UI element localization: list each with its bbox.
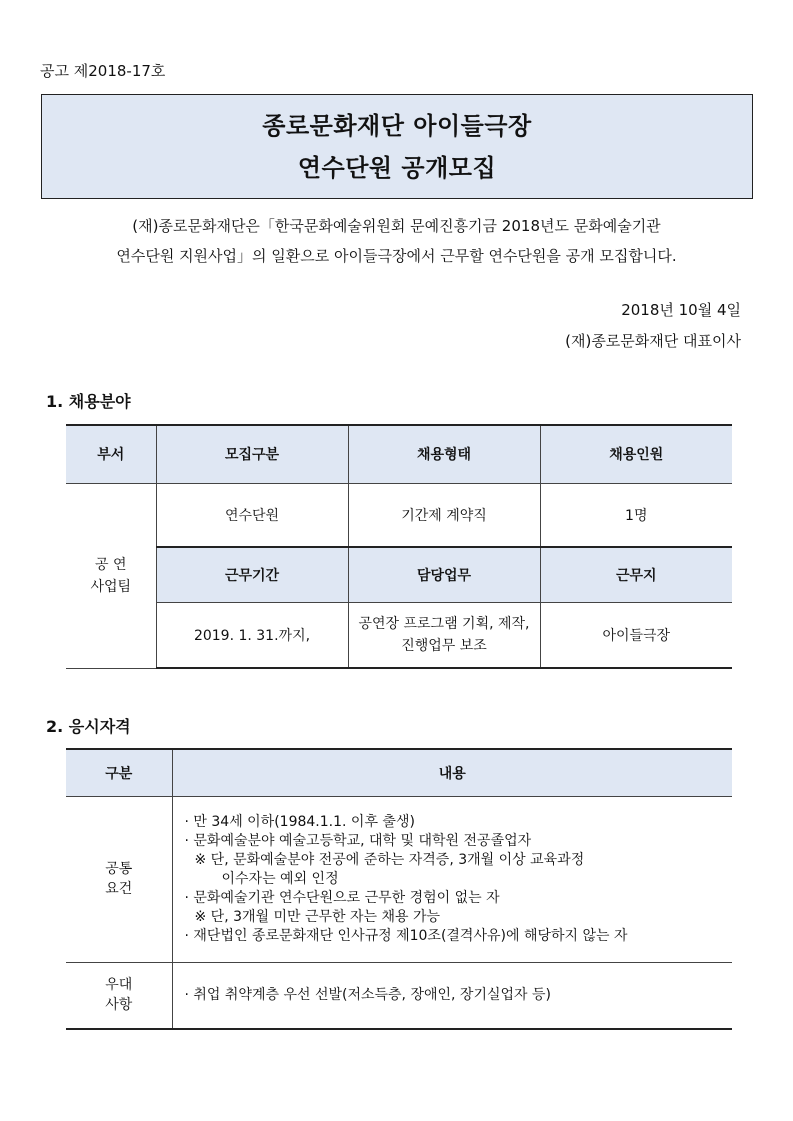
section-heading-qualifications: 2. 응시자격 [46, 717, 131, 736]
header-headcount: 채용인원 [540, 425, 732, 483]
headcount-cell: 1명 [540, 483, 732, 547]
title-box [41, 94, 753, 199]
intro-line-2: 연수단원 지원사업」의 일환으로 아이들극장에서 근무할 연수단원을 공개 모집합니다. [116, 247, 677, 265]
list-item: ※ 단, 문화예술분야 전공에 준하는 자격증, 3개월 이상 교육과정 [194, 851, 585, 868]
table-row [66, 483, 732, 547]
table-header-row [66, 749, 732, 796]
notice-date: 2018년 10월 4일 [621, 301, 741, 319]
list-item: · 만 34세 이하(1984.1.1. 이후 출생) [184, 813, 415, 830]
title-line-1: 종로문화재단 아이들극장 [262, 111, 532, 140]
table-header-row [66, 425, 732, 483]
header-category: 모집구분 [156, 425, 348, 483]
table-subheader-row [66, 547, 732, 602]
category-cell: 연수단원 [156, 483, 348, 547]
list-item: · 재단법인 종로문화재단 인사규정 제10조(결격사유)에 해당하지 않는 자 [184, 927, 628, 944]
list-item: · 문화예술기관 연수단원으로 근무한 경험이 없는 자 [184, 889, 500, 906]
title-line-2: 연수단원 공개모집 [297, 153, 497, 182]
header-workplace: 근무지 [540, 547, 732, 602]
intro-line-1: (재)종로문화재단은「한국문화예술위원회 문예진흥기금 2018년도 문화예술기관 [132, 217, 661, 235]
notice-number: 공고 제2018-17호 [40, 62, 166, 80]
duties-cell: 공연장 프로그램 기획, 제작, 진행업무 보조 [348, 602, 540, 668]
list-item: 이수자는 예외 인정 [221, 870, 339, 887]
department-cell: 공 연 사업팀 [66, 483, 156, 668]
workplace-cell: 아이들극장 [540, 602, 732, 668]
employment-type-cell: 기간제 계약직 [348, 483, 540, 547]
common-requirements-list [172, 796, 732, 962]
common-requirements-label: 공통 요건 [66, 796, 172, 962]
qualifications-table [66, 748, 732, 1030]
header-work-period: 근무기간 [156, 547, 348, 602]
table-row [66, 962, 732, 1029]
issuer: (재)종로문화재단 대표이사 [565, 332, 741, 350]
list-item: ※ 단, 3개월 미만 근무한 자는 채용 가능 [194, 908, 441, 925]
header-employment-type: 채용형태 [348, 425, 540, 483]
header-division: 구분 [66, 749, 172, 796]
preference-label: 우대 사항 [66, 962, 172, 1029]
list-item: · 문화예술분야 예술고등학교, 대학 및 대학원 전공졸업자 [184, 832, 532, 849]
employment-table [66, 424, 732, 669]
section-heading-employment: 1. 채용분야 [46, 392, 131, 411]
header-duties: 담당업무 [348, 547, 540, 602]
table-row [66, 796, 732, 962]
header-content: 내용 [172, 749, 732, 796]
table-row [66, 602, 732, 668]
preference-item: · 취업 취약계층 우선 선발(저소득층, 장애인, 장기실업자 등) [172, 962, 732, 1029]
header-department: 부서 [66, 425, 156, 483]
work-period-cell: 2019. 1. 31.까지, [156, 602, 348, 668]
